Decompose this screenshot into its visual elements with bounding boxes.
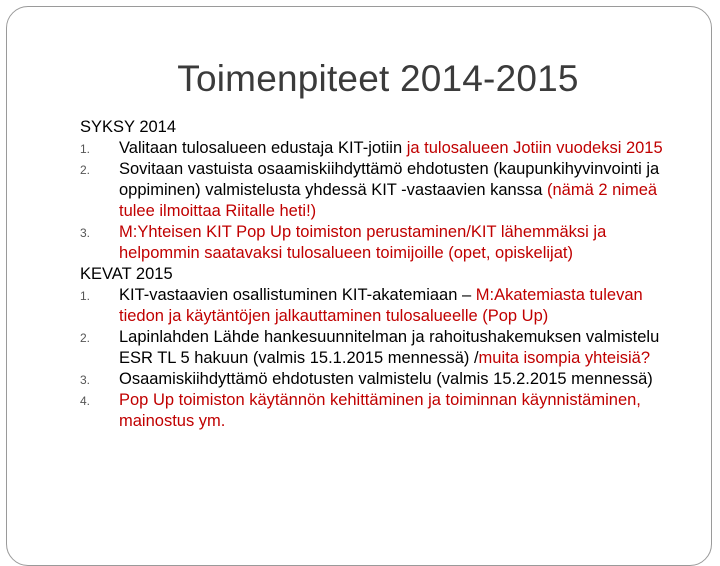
item-highlight: ja tulosalueen Jotiin vuodeksi 2015 <box>406 139 663 157</box>
item-text: Sovitaan vastuista osaamiskiihdyttämö ehdotusten (kaupunkihyvinvointi ja oppiminen) valmistelusta yhdessä KIT -vastaavien kanssa <box>119 160 660 199</box>
item-number: 1. <box>80 142 91 156</box>
list-item <box>80 222 680 264</box>
item-highlight: M:Yhteisen KIT Pop Up toimiston perustaminen/KIT lähemmäksi ja helpommin saatavaksi tulosalueen toimijoille (opet, opiskelijat) <box>119 223 607 262</box>
slide-title: Toimenpiteet 2014-2015 <box>177 58 579 99</box>
section-heading-kevat: KEVAT 2015 <box>80 265 173 283</box>
list-item <box>80 138 680 159</box>
item-text: KIT-vastaavien osallistuminen KIT-akatemiaan – <box>119 286 476 304</box>
list-item <box>80 369 680 390</box>
list-item <box>80 159 680 222</box>
item-text: Valitaan tulosalueen edustaja KIT-jotiin <box>119 139 407 157</box>
item-number: 4. <box>80 394 91 408</box>
item-number: 2. <box>80 331 91 345</box>
item-highlight: muita isompia yhteisiä? <box>478 349 651 367</box>
item-text: Lapinlahden Lähde hankesuunnitelman ja rahoitushakemuksen valmistelu ESR TL 5 hakuun (valmis 15.1.2015 mennessä) / <box>119 328 660 367</box>
list-item <box>80 285 680 327</box>
list-item <box>80 327 680 369</box>
list-item <box>80 390 680 432</box>
item-highlight: M:Akatemiasta tulevan tiedon ja käytäntöjen jalkauttaminen tulosalueelle (Pop Up) <box>119 286 643 325</box>
slide-content <box>80 117 680 432</box>
item-text: Osaamiskiihdyttämö ehdotusten valmistelu (valmis 15.2.2015 mennessä) <box>119 370 653 388</box>
item-number: 2. <box>80 163 91 177</box>
section-heading-syksy: SYKSY 2014 <box>80 118 177 136</box>
item-number: 1. <box>80 289 91 303</box>
item-number: 3. <box>80 226 91 240</box>
item-highlight: (nämä 2 nimeä tulee ilmoittaa Riitalle heti!) <box>119 181 658 220</box>
item-number: 3. <box>80 373 91 387</box>
item-highlight: Pop Up toimiston käytännön kehittäminen ja toiminnan käynnistäminen, mainostus ym. <box>119 391 641 430</box>
